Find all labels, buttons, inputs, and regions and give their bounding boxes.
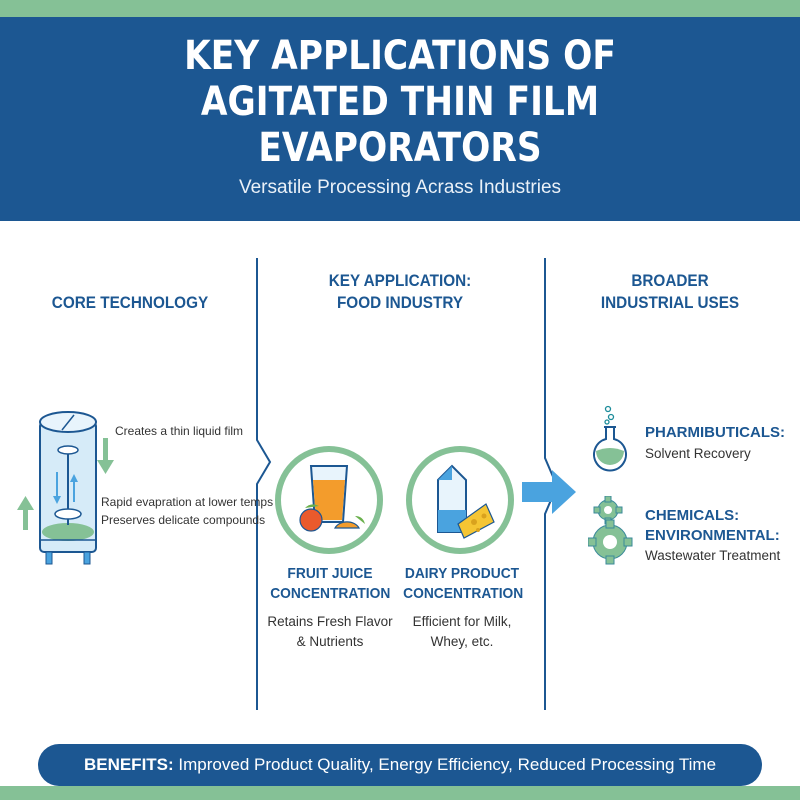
- title-line-3: EVAPORATORS: [258, 125, 542, 171]
- fruit-juice-title-line-1: FRUIT JUICE: [287, 565, 373, 582]
- industrial-title-line-2: INDUSTRIAL USES: [600, 293, 740, 312]
- bottom-accent-band: [0, 786, 800, 800]
- chemicals-title-line-1: CHEMICALS:: [645, 507, 740, 524]
- industrial-title-line-1: BROADER: [631, 271, 709, 290]
- food-title-line-1: KEY APPLICATION:: [328, 271, 472, 290]
- food-industry-title: [288, 270, 513, 314]
- dairy-desc-line-1: Efficient for Milk,: [412, 614, 512, 629]
- title-line-2: AGITATED THIN FILM: [200, 79, 600, 125]
- fruit-juice-desc: [262, 612, 398, 652]
- dairy-circle: [406, 446, 514, 554]
- dairy-product-title: [403, 564, 524, 604]
- gears-icon: [588, 496, 634, 566]
- benefits-text: Improved Product Quality, Energy Efficiency, Reduced Processing Time: [173, 755, 717, 774]
- evaporator-icon: [10, 410, 110, 570]
- top-accent-band: [0, 0, 800, 17]
- core-note-2: Rapid evapration at lower temps: [101, 495, 274, 509]
- fruit-juice-desc-line-2: & Nutrients: [296, 634, 364, 649]
- benefits-label: BENEFITS:: [83, 755, 174, 774]
- down-arrow-icon: [96, 438, 116, 478]
- fruit-juice-title: [270, 564, 390, 604]
- dairy-title-line-1: DAIRY PRODUCT: [404, 565, 520, 582]
- core-note-3: Preserves delicate compounds: [101, 513, 266, 527]
- industrial-uses-title: [571, 270, 769, 314]
- dairy-product-desc: [398, 612, 526, 652]
- title-line-1: KEY APPLICATIONS OF: [184, 33, 616, 79]
- benefits-banner: [38, 744, 762, 786]
- core-note-1: Creates a thin liquid film: [115, 424, 244, 438]
- flask-icon: [588, 405, 634, 473]
- header-banner: [0, 17, 800, 221]
- pharma-title: PHARMIBUTICALS:: [645, 424, 785, 441]
- fruit-juice-title-line-2: CONCENTRATION: [270, 585, 391, 602]
- milk-cheese-icon: [412, 452, 508, 548]
- core-technology-title: CORE TECHNOLOGY: [51, 293, 209, 312]
- wastewater-desc: Wastewater Treatment: [645, 548, 781, 563]
- dairy-title-line-2: CONCENTRATION: [403, 585, 524, 602]
- chemicals-title-line-2: ENVIRONMENTAL:: [645, 527, 780, 544]
- page-subtitle: Versatile Processing Acrass Industries: [238, 177, 562, 198]
- food-title-line-2: FOOD INDUSTRY: [336, 293, 464, 312]
- dairy-desc-line-2: Whey, etc.: [430, 634, 494, 649]
- juice-circle: [275, 446, 383, 554]
- chemicals-title: [645, 506, 780, 546]
- pharma-desc: Solvent Recovery: [645, 446, 751, 461]
- fruit-juice-desc-line-1: Retains Fresh Flavor: [267, 614, 393, 629]
- right-arrow-icon: [520, 470, 580, 520]
- juice-glass-icon: [281, 452, 377, 548]
- page-title: [56, 33, 744, 171]
